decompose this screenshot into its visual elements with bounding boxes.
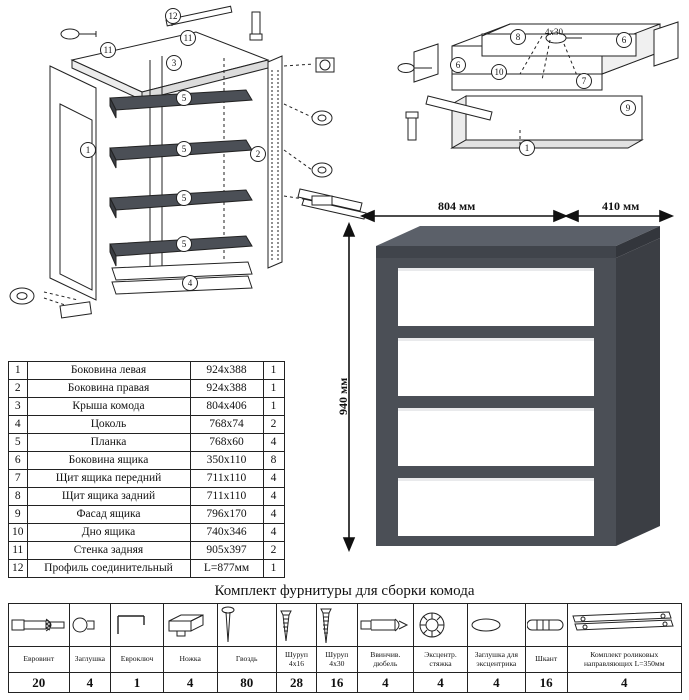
part-num: 1: [9, 362, 28, 380]
part-num: 5: [9, 434, 28, 452]
hardware-name: Ножка: [163, 647, 217, 673]
part-qty: 8: [263, 452, 284, 470]
part-dim: 804х406: [190, 398, 263, 416]
hardware-name-row: [9, 647, 682, 673]
depth-label: 410 мм: [602, 199, 640, 213]
part-dim: 905х397: [190, 542, 263, 560]
part-dim: 768х60: [190, 434, 263, 452]
hardware-title: Комплект фурнитуры для сборки комода: [214, 583, 475, 599]
part-name: Боковина ящика: [27, 452, 190, 470]
hardware-qty: 4: [357, 673, 414, 693]
cam-lock-icon: [414, 604, 468, 647]
callout-drawer-8: 8: [510, 29, 526, 45]
part-dim: 924х388: [190, 362, 263, 380]
part-qty: 4: [263, 434, 284, 452]
chest-of-drawers-render: [368, 218, 668, 558]
hardware-name: Ввинчив. дюбель: [357, 647, 414, 673]
part-dim: 924х388: [190, 380, 263, 398]
nail-icon: [217, 604, 276, 647]
part-qty: 1: [263, 398, 284, 416]
callout-5-b: 5: [176, 141, 192, 157]
hardware-name: Евроключ: [111, 647, 163, 673]
part-num: 7: [9, 470, 28, 488]
hardware-name: Заглушка: [69, 647, 111, 673]
part-dim: 796х170: [190, 506, 263, 524]
hardware-qty: 4: [69, 673, 111, 693]
callout-5-c: 5: [176, 190, 192, 206]
part-dim: 740х346: [190, 524, 263, 542]
hardware-qty: 4: [567, 673, 681, 693]
hardware-name: Гвоздь: [217, 647, 276, 673]
hardware-qty: 16: [317, 673, 357, 693]
part-name: Профиль соединительный: [27, 560, 190, 578]
part-dim: 711х110: [190, 488, 263, 506]
cam-cap-icon: [467, 604, 525, 647]
hardware-qty: 4: [163, 673, 217, 693]
table-row: [9, 452, 285, 470]
table-row: [9, 542, 285, 560]
hardware-table: [8, 603, 682, 693]
part-name: Стенка задняя: [27, 542, 190, 560]
callout-drawer-7: 7: [576, 73, 592, 89]
table-row: [9, 416, 285, 434]
callout-11-left: 11: [100, 42, 116, 58]
cabinet-exploded-diagram: [0, 0, 390, 352]
screw-4x30-icon: [317, 604, 357, 647]
euro-key-icon: [111, 604, 163, 647]
part-name: Боковина левая: [27, 362, 190, 380]
cap-icon: [69, 604, 111, 647]
callout-3: 3: [166, 55, 182, 71]
part-name: Планка: [27, 434, 190, 452]
leg-icon: [163, 604, 217, 647]
hardware-qty: 16: [525, 673, 567, 693]
slide-rail-icon: [567, 604, 681, 647]
part-qty: 4: [263, 470, 284, 488]
table-row: [9, 506, 285, 524]
euro-screw-icon: [9, 604, 70, 647]
hardware-name: Евровинт: [9, 647, 70, 673]
hardware-icon-row: [9, 604, 682, 647]
callout-1: 1: [80, 142, 96, 158]
part-dim: L=877мм: [190, 560, 263, 578]
callout-2: 2: [250, 146, 266, 162]
callout-drawer-10: 10: [491, 64, 507, 80]
part-num: 9: [9, 506, 28, 524]
part-dim: 711х110: [190, 470, 263, 488]
part-num: 12: [9, 560, 28, 578]
hardware-qty: 80: [217, 673, 276, 693]
hardware-qty: 28: [276, 673, 316, 693]
part-name: Фасад ящика: [27, 506, 190, 524]
part-name: Дно ящика: [27, 524, 190, 542]
part-qty: 4: [263, 506, 284, 524]
part-num: 6: [9, 452, 28, 470]
part-name: Крыша комода: [27, 398, 190, 416]
part-qty: 1: [263, 380, 284, 398]
callout-4: 4: [182, 275, 198, 291]
part-num: 11: [9, 542, 28, 560]
callout-drawer-1: 1: [519, 140, 535, 156]
part-num: 8: [9, 488, 28, 506]
label-screw-4x30: 4х30: [545, 27, 563, 37]
callout-drawer-6-left: 6: [450, 57, 466, 73]
part-num: 2: [9, 380, 28, 398]
hardware-name: Эксцентр. стяжка: [414, 647, 468, 673]
hardware-name: Комплект роликовых направляющих L=350мм: [567, 647, 681, 673]
part-num: 10: [9, 524, 28, 542]
callout-drawer-6-right: 6: [616, 32, 632, 48]
part-num: 3: [9, 398, 28, 416]
part-qty: 1: [263, 362, 284, 380]
table-row: [9, 398, 285, 416]
hardware-name: Шкант: [525, 647, 567, 673]
part-qty: 2: [263, 542, 284, 560]
part-name: Щит ящика задний: [27, 488, 190, 506]
screw-4x16-icon: [276, 604, 316, 647]
dowel-icon: [357, 604, 414, 647]
table-row: [9, 380, 285, 398]
drawer-exploded-diagram: [392, 0, 689, 160]
parts-table: [8, 361, 285, 578]
hardware-qty: 4: [414, 673, 468, 693]
hardware-name: Шуруп 4х16: [276, 647, 316, 673]
hardware-qty: 4: [467, 673, 525, 693]
hardware-name: Заглушка для эксцентрика: [467, 647, 525, 673]
part-qty: 4: [263, 524, 284, 542]
callout-11-right: 11: [180, 30, 196, 46]
hardware-qty: 1: [111, 673, 163, 693]
part-qty: 4: [263, 488, 284, 506]
part-qty: 2: [263, 416, 284, 434]
table-row: [9, 524, 285, 542]
callout-5-a: 5: [176, 90, 192, 106]
height-label: 940 мм: [336, 377, 350, 415]
table-row: [9, 434, 285, 452]
table-row: [9, 560, 285, 578]
hardware-qty: 20: [9, 673, 70, 693]
part-num: 4: [9, 416, 28, 434]
part-name: Щит ящика передний: [27, 470, 190, 488]
callout-drawer-9: 9: [620, 100, 636, 116]
part-name: Цоколь: [27, 416, 190, 434]
table-row: [9, 488, 285, 506]
hardware-qty-row: [9, 673, 682, 693]
table-row: [9, 362, 285, 380]
table-row: [9, 470, 285, 488]
part-qty: 1: [263, 560, 284, 578]
callout-5-d: 5: [176, 236, 192, 252]
callout-12: 12: [165, 8, 181, 24]
width-label: 804 мм: [438, 199, 476, 213]
part-dim: 350х110: [190, 452, 263, 470]
part-dim: 768х74: [190, 416, 263, 434]
part-name: Боковина правая: [27, 380, 190, 398]
hardware-name: Шуруп 4х30: [317, 647, 357, 673]
dowel-pin-icon: [525, 604, 567, 647]
